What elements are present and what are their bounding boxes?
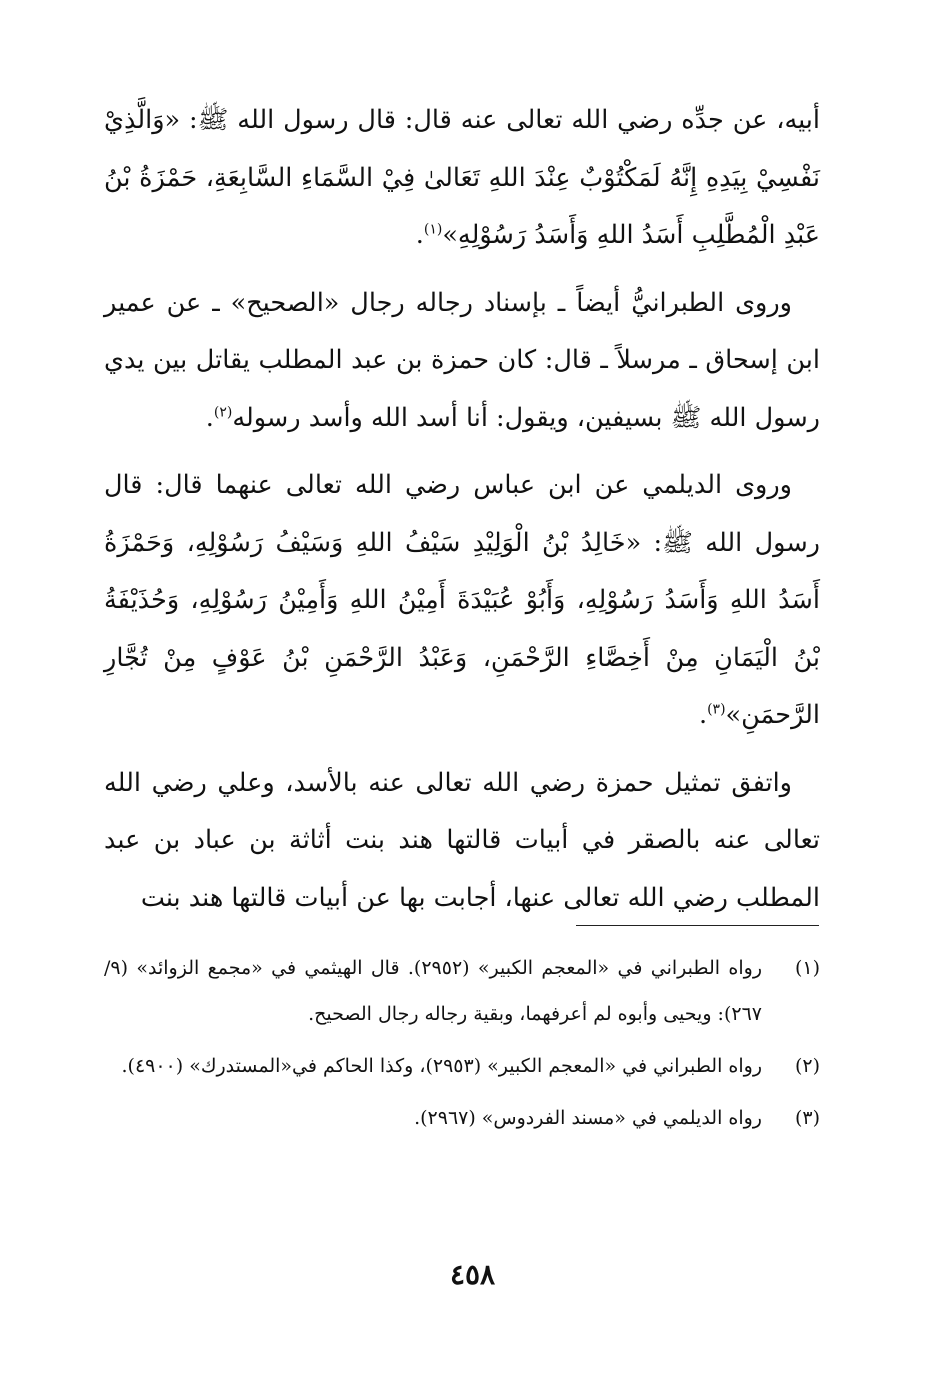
paragraph-3-text: وروى الديلمي عن ابن عباس رضي الله تعالى عنهما قال: قال رسول الله ﷺ: «خَالِدُ بْنُ الْوَلِيْدِ سَيْفُ اللهِ وَسَيْفُ رَسُوْلِهِ، وَحَمْزَةُ أَسَدُ اللهِ وَأَسَدُ رَسُوْلِهِ، وَأَبُوْ عُبَيْدَةَ أَمِيْنُ اللهِ وَأَمِيْنُ رَسُوْلِهِ، وَحُذَيْفَةُ بْنُ الْيَمَانِ مِنْ أَخِصَّاءِ الرَّحْمَنِ، وَعَبْدُ الرَّحْمَنِ بْنُ عَوْفٍ مِنْ تُجَّارِ الرَّحمَنِ» bbox=[104, 470, 820, 730]
paragraph-4 bbox=[104, 755, 820, 928]
paragraph-3-tail: . bbox=[698, 700, 708, 730]
footnote-number-3: (٣) bbox=[794, 1107, 820, 1129]
paragraph-2-text: وروى الطبرانيُّ أيضاً ـ بإسناد رجاله رجال «الصحيح» ـ عن عمير ابن إسحاق ـ مرسلاً ـ قال: كان حمزة بن عبد المطلب يقاتل بين يدي رسول الله ﷺ بسيفين، ويقول: أنا أسد الله وأسد رسوله bbox=[104, 287, 820, 433]
footnote-2 bbox=[104, 1043, 820, 1089]
footnote-number-1: (١) bbox=[794, 957, 820, 979]
footnote-text-1: رواه الطبراني في «المعجم الكبير» (٢٩٥٢). قال الهيثمي في «مجمع الزوائد» (٩/ ٢٦٧): ويحيى وأبوه لم أعرفهما، وبقية رجاله رجال الصحيح. bbox=[104, 957, 762, 1025]
page-number: ٤٥٨ bbox=[449, 1258, 496, 1291]
footnote-number-2: (٢) bbox=[794, 1055, 820, 1077]
paragraph-1 bbox=[104, 92, 820, 265]
main-text bbox=[104, 92, 820, 937]
paragraph-2 bbox=[104, 275, 820, 448]
paragraph-4-text: واتفق تمثيل حمزة رضي الله تعالى عنه بالأسد، وعلي رضي الله تعالى عنه بالصقر في أبيات قالتها هند بنت أثاثة بن عباد بن عبد المطلب رضي الله تعالى عنها، أجابت بها عن أبيات قالتها هند بنت bbox=[104, 767, 820, 913]
footnote-ref-2: (٢) bbox=[213, 404, 233, 420]
footnotes bbox=[104, 945, 820, 1147]
footnote-ref-1: (١) bbox=[423, 221, 443, 238]
footnote-text-3: رواه الديلمي في «مسند الفردوس» (٢٩٦٧). bbox=[414, 1107, 762, 1129]
footnote-ref-3: (٣) bbox=[707, 701, 726, 718]
paragraph-1-text: أبيه، عن جدِّه رضي الله تعالى عنه قال: قال رسول الله ﷺ: «وَالَّذِيْ نَفْسِيْ بِيَدِهِ إِنَّهُ لَمَكْتُوْبٌ عِنْدَ اللهِ تَعَالىٰ فِيْ السَّمَاءِ السَّابِعَةِ، حَمْزَةُ بْنُ عَبْدِ الْمُطَّلِبِ أَسَدُ اللهِ وَأَسَدُ رَسُوْلِهِ» bbox=[104, 105, 820, 250]
footnote-text-2: رواه الطبراني في «المعجم الكبير» (٢٩٥٣)، وكذا الحاكم في«المستدرك» (٤٩٠٠). bbox=[121, 1055, 762, 1077]
paragraph-1-tail: . bbox=[415, 220, 424, 250]
footnote-divider bbox=[576, 925, 819, 926]
footnote-3 bbox=[104, 1095, 820, 1141]
footnote-1 bbox=[104, 945, 820, 1037]
paragraph-3 bbox=[104, 457, 820, 745]
paragraph-2-tail: . bbox=[205, 402, 214, 433]
